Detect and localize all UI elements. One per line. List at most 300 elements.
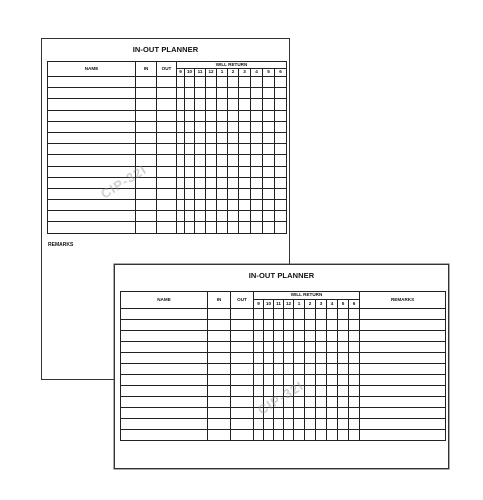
table-row (121, 386, 446, 397)
table-cell (136, 200, 157, 211)
table-cell (294, 331, 305, 342)
table-cell (275, 88, 287, 99)
table-cell (284, 331, 294, 342)
hour-header: 5 (338, 300, 349, 309)
table-cell (48, 200, 136, 211)
table-cell (264, 386, 274, 397)
table-cell (136, 166, 157, 177)
table-cell (239, 211, 251, 222)
table-cell (316, 375, 327, 386)
table-cell (305, 430, 316, 441)
table-cell (294, 408, 305, 419)
table-cell (208, 386, 231, 397)
table-cell (254, 309, 264, 320)
table-cell (185, 144, 195, 155)
hour-header: 9 (177, 69, 185, 77)
table-cell (305, 353, 316, 364)
table-cell (360, 375, 446, 386)
table-cell (136, 188, 157, 199)
planner-table (47, 61, 287, 234)
table-cell (338, 408, 349, 419)
hour-header: 2 (305, 300, 316, 309)
table-cell (294, 419, 305, 430)
table-cell (239, 110, 251, 121)
table-row (48, 132, 287, 143)
table-cell (316, 386, 327, 397)
table-cell (208, 353, 231, 364)
table-cell (228, 121, 239, 132)
table-cell (254, 331, 264, 342)
table-cell (316, 419, 327, 430)
table-row (121, 430, 446, 441)
planner-sheet-landscape (114, 264, 449, 469)
table-cell (251, 144, 263, 155)
table-cell (274, 386, 284, 397)
table-cell (263, 211, 275, 222)
hour-header: 1 (294, 300, 305, 309)
table-cell (231, 397, 254, 408)
table-cell (136, 155, 157, 166)
table-cell (294, 320, 305, 331)
table-cell (294, 309, 305, 320)
table-cell (231, 419, 254, 430)
table-cell (349, 320, 360, 331)
table-cell (231, 408, 254, 419)
table-cell (121, 331, 208, 342)
header-will-return: WILL RETURN (254, 292, 360, 300)
table-cell (121, 430, 208, 441)
table-cell (275, 121, 287, 132)
table-cell (263, 77, 275, 88)
table-cell (157, 188, 177, 199)
table-cell (177, 200, 185, 211)
table-cell (239, 99, 251, 110)
table-cell (263, 144, 275, 155)
table-cell (195, 166, 206, 177)
table-cell (157, 88, 177, 99)
table-row (121, 309, 446, 320)
table-cell (251, 177, 263, 188)
table-cell (121, 342, 208, 353)
table-cell (206, 132, 217, 143)
table-cell (195, 77, 206, 88)
table-cell (349, 419, 360, 430)
table-cell (228, 200, 239, 211)
table-cell (254, 408, 264, 419)
table-cell (157, 121, 177, 132)
table-cell (264, 375, 274, 386)
header-will-return: WILL RETURN (177, 62, 287, 69)
table-cell (239, 88, 251, 99)
table-cell (177, 222, 185, 233)
table-cell (185, 177, 195, 188)
table-cell (206, 177, 217, 188)
table-cell (251, 110, 263, 121)
table-cell (327, 408, 338, 419)
table-cell (327, 419, 338, 430)
table-cell (217, 99, 228, 110)
table-cell (121, 419, 208, 430)
table-cell (251, 155, 263, 166)
table-cell (338, 397, 349, 408)
table-cell (239, 200, 251, 211)
table-cell (136, 121, 157, 132)
table-cell (264, 331, 274, 342)
table-cell (185, 166, 195, 177)
hour-header: 12 (206, 69, 217, 77)
table-row (121, 353, 446, 364)
watermark: CIP-32I (255, 377, 307, 418)
table-cell (327, 353, 338, 364)
table-cell (264, 309, 274, 320)
table-cell (284, 309, 294, 320)
table-cell (177, 144, 185, 155)
table-cell (231, 353, 254, 364)
table-cell (185, 88, 195, 99)
table-cell (274, 320, 284, 331)
table-row (48, 188, 287, 199)
table-cell (254, 375, 264, 386)
table-cell (206, 110, 217, 121)
table-cell (305, 386, 316, 397)
table-cell (264, 430, 274, 441)
table-cell (254, 397, 264, 408)
table-cell (327, 320, 338, 331)
table-cell (360, 309, 446, 320)
table-cell (208, 364, 231, 375)
table-cell (239, 77, 251, 88)
table-cell (284, 430, 294, 441)
table-cell (338, 375, 349, 386)
table-cell (263, 88, 275, 99)
table-cell (239, 222, 251, 233)
header-in: IN (136, 62, 157, 77)
table-cell (349, 375, 360, 386)
table-cell (263, 121, 275, 132)
table-row (48, 211, 287, 222)
table-cell (251, 121, 263, 132)
table-cell (251, 200, 263, 211)
hour-header: 5 (263, 69, 275, 77)
table-cell (228, 155, 239, 166)
hour-header: 10 (185, 69, 195, 77)
table-cell (217, 222, 228, 233)
table-row (48, 144, 287, 155)
table-cell (157, 211, 177, 222)
table-cell (294, 353, 305, 364)
table-cell (263, 188, 275, 199)
table-cell (349, 353, 360, 364)
table-cell (208, 320, 231, 331)
table-cell (338, 386, 349, 397)
table-cell (338, 331, 349, 342)
table-cell (264, 419, 274, 430)
table-row (48, 177, 287, 188)
table-cell (217, 144, 228, 155)
table-row (121, 320, 446, 331)
table-cell (275, 99, 287, 110)
table-cell (305, 375, 316, 386)
table-cell (274, 353, 284, 364)
table-cell (228, 166, 239, 177)
table-cell (48, 166, 136, 177)
table-cell (208, 419, 231, 430)
table-cell (217, 188, 228, 199)
table-cell (121, 309, 208, 320)
table-row (121, 408, 446, 419)
header-out: OUT (231, 292, 254, 309)
table-cell (206, 200, 217, 211)
table-cell (316, 408, 327, 419)
table-cell (338, 419, 349, 430)
table-cell (327, 331, 338, 342)
table-cell (228, 88, 239, 99)
table-cell (275, 110, 287, 121)
table-cell (231, 386, 254, 397)
table-cell (231, 309, 254, 320)
table-cell (275, 222, 287, 233)
table-cell (185, 211, 195, 222)
table-cell (275, 188, 287, 199)
table-cell (305, 320, 316, 331)
table-cell (360, 342, 446, 353)
table-cell (275, 200, 287, 211)
table-cell (228, 177, 239, 188)
table-cell (251, 99, 263, 110)
table-cell (206, 88, 217, 99)
table-cell (274, 397, 284, 408)
table-cell (360, 320, 446, 331)
table-cell (157, 110, 177, 121)
table-cell (217, 166, 228, 177)
table-cell (185, 121, 195, 132)
table-cell (206, 155, 217, 166)
table-cell (157, 222, 177, 233)
header-out: OUT (157, 62, 177, 77)
hour-header: 12 (284, 300, 294, 309)
table-cell (294, 397, 305, 408)
table-cell (239, 132, 251, 143)
table-cell (338, 342, 349, 353)
table-cell (264, 397, 274, 408)
table-cell (239, 121, 251, 132)
table-cell (48, 155, 136, 166)
table-cell (48, 77, 136, 88)
table-cell (231, 375, 254, 386)
table-cell (275, 177, 287, 188)
table-cell (177, 77, 185, 88)
hour-header: 9 (254, 300, 264, 309)
table-row (121, 397, 446, 408)
table-cell (48, 121, 136, 132)
table-cell (195, 211, 206, 222)
table-cell (275, 132, 287, 143)
hour-header: 2 (228, 69, 239, 77)
table-cell (284, 419, 294, 430)
table-cell (251, 88, 263, 99)
table-cell (338, 364, 349, 375)
table-cell (177, 121, 185, 132)
table-cell (316, 331, 327, 342)
table-cell (185, 110, 195, 121)
table-cell (294, 342, 305, 353)
table-cell (48, 188, 136, 199)
hour-header: 4 (327, 300, 338, 309)
table-cell (195, 222, 206, 233)
table-cell (239, 155, 251, 166)
table-cell (185, 200, 195, 211)
watermark: CIP-32I (98, 161, 150, 202)
table-cell (136, 222, 157, 233)
table-cell (217, 211, 228, 222)
table-cell (251, 222, 263, 233)
table-cell (305, 331, 316, 342)
hour-header: 11 (274, 300, 284, 309)
table-cell (217, 77, 228, 88)
hour-header: 11 (195, 69, 206, 77)
table-cell (48, 222, 136, 233)
table-cell (177, 177, 185, 188)
table-cell (263, 155, 275, 166)
table-cell (294, 386, 305, 397)
table-cell (121, 386, 208, 397)
table-cell (185, 222, 195, 233)
table-cell (195, 188, 206, 199)
table-cell (263, 99, 275, 110)
table-cell (195, 88, 206, 99)
table-cell (360, 419, 446, 430)
table-cell (48, 132, 136, 143)
table-cell (254, 320, 264, 331)
table-cell (217, 121, 228, 132)
table-cell (231, 320, 254, 331)
table-cell (305, 397, 316, 408)
table-cell (284, 342, 294, 353)
table-cell (251, 188, 263, 199)
table-cell (327, 430, 338, 441)
table-cell (195, 121, 206, 132)
table-cell (208, 430, 231, 441)
table-cell (275, 211, 287, 222)
table-cell (284, 353, 294, 364)
table-cell (208, 331, 231, 342)
table-cell (239, 188, 251, 199)
table-cell (305, 342, 316, 353)
table-cell (360, 386, 446, 397)
table-cell (228, 222, 239, 233)
table-cell (360, 331, 446, 342)
table-cell (264, 342, 274, 353)
table-cell (136, 177, 157, 188)
table-cell (206, 77, 217, 88)
hour-header: 6 (275, 69, 287, 77)
table-cell (275, 166, 287, 177)
table-cell (217, 177, 228, 188)
table-cell (177, 166, 185, 177)
table-cell (263, 177, 275, 188)
table-cell (274, 331, 284, 342)
table-cell (284, 408, 294, 419)
table-cell (136, 99, 157, 110)
table-cell (254, 342, 264, 353)
table-row (48, 88, 287, 99)
table-cell (195, 110, 206, 121)
table-cell (349, 408, 360, 419)
table-cell (360, 430, 446, 441)
table-cell (177, 110, 185, 121)
table-cell (195, 99, 206, 110)
table-cell (121, 353, 208, 364)
header-in: IN (208, 292, 231, 309)
table-cell (294, 375, 305, 386)
table-row (48, 77, 287, 88)
table-cell (185, 188, 195, 199)
table-cell (48, 110, 136, 121)
table-cell (136, 88, 157, 99)
table-cell (231, 331, 254, 342)
table-cell (121, 397, 208, 408)
table-row (48, 99, 287, 110)
table-cell (316, 320, 327, 331)
table-cell (254, 364, 264, 375)
table-cell (195, 200, 206, 211)
hour-header: 3 (239, 69, 251, 77)
table-cell (274, 342, 284, 353)
table-cell (228, 77, 239, 88)
table-cell (195, 177, 206, 188)
table-cell (327, 364, 338, 375)
table-cell (228, 144, 239, 155)
table-cell (157, 144, 177, 155)
table-cell (275, 155, 287, 166)
table-cell (157, 200, 177, 211)
remarks-label: REMARKS (48, 242, 74, 248)
hour-header: 10 (264, 300, 274, 309)
table-cell (177, 155, 185, 166)
table-cell (275, 77, 287, 88)
table-row (48, 155, 287, 166)
table-cell (121, 408, 208, 419)
table-cell (231, 342, 254, 353)
table-cell (208, 375, 231, 386)
table-cell (177, 99, 185, 110)
table-cell (264, 364, 274, 375)
table-cell (274, 364, 284, 375)
table-cell (338, 353, 349, 364)
table-cell (177, 132, 185, 143)
table-cell (195, 132, 206, 143)
table-cell (327, 375, 338, 386)
table-cell (121, 364, 208, 375)
table-cell (284, 397, 294, 408)
sheet-title: IN-OUT PLANNER (248, 271, 315, 280)
table-cell (251, 132, 263, 143)
table-cell (177, 188, 185, 199)
table-cell (217, 110, 228, 121)
planner-table (120, 291, 446, 441)
table-cell (239, 144, 251, 155)
table-cell (136, 211, 157, 222)
table-row (121, 331, 446, 342)
table-cell (263, 222, 275, 233)
table-cell (316, 364, 327, 375)
table-row (48, 110, 287, 121)
table-cell (274, 430, 284, 441)
table-cell (316, 397, 327, 408)
table-cell (254, 430, 264, 441)
table-cell (305, 364, 316, 375)
table-cell (121, 375, 208, 386)
